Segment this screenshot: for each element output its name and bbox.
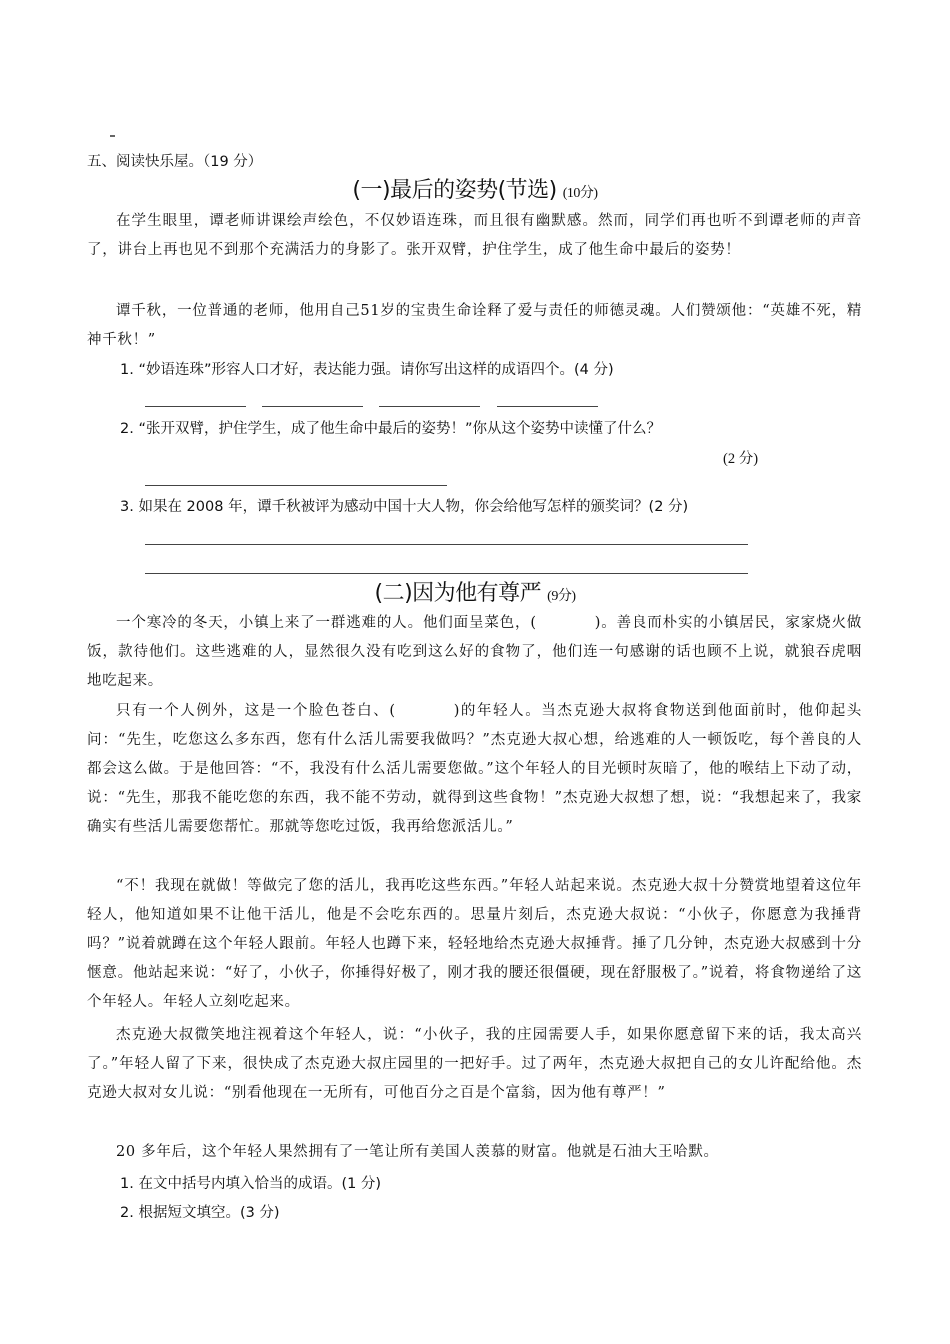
passage1-question-1: 1. “妙语连珠”形容人口才好，表达能力强。请你写出这样的成语四个。(4 分) (120, 362, 614, 378)
passage2-paragraph-2-before: 只有一个人例外，这是一个脸色苍白、( (116, 703, 396, 719)
answer-blank-1-4[interactable] (497, 406, 598, 407)
answer-blank-3-1[interactable] (145, 544, 748, 545)
passage2-paragraph-4: 杰克逊大叔微笑地注视着这个年轻人，说：“小伙子，我的庄园需要人手，如果你愿意留下来的话，我太高兴了。”年轻人留了下来，很快成了杰克逊大叔庄园里的一把好手。过了两年，杰克逊大叔把自己的女儿许配给他。杰克逊大叔对女儿说：“别看他现在一无所有，可他百分之百是个富翁，因为他有尊严！” (87, 1027, 862, 1101)
passage1-question-2: 2. “张开双臂，护住学生，成了他生命中最后的姿势！”你从这个姿势中读懂了什么？ (120, 421, 661, 437)
section-heading: 五、阅读快乐屋。（19 分） (87, 154, 263, 170)
passage1-paragraph-2: 谭千秋，一位普通的老师，他用自己51岁的宝贵生命诠释了爱与责任的师德灵魂。人们赞颂他：“英雄不死，精神千秋！” (87, 303, 862, 348)
passage2-question-1: 1. 在文中括号内填入恰当的成语。(1 分) (120, 1176, 382, 1192)
passage2-title (0, 576, 950, 607)
passage1-question-3: 3. 如果在 2008 年，谭千秋被评为感动中国十大人物，你会给他写怎样的颁奖词？(2 分) (120, 499, 689, 515)
answer-blank-1-1[interactable] (145, 406, 246, 407)
answer-blank-1-3[interactable] (379, 406, 480, 407)
passage1-question-2-points: (2 分) (723, 451, 759, 467)
passage1-points: (10分) (562, 186, 598, 201)
passage1-title-text: (一)最后的姿势(节选) (352, 178, 557, 203)
passage2-paragraph-1-before: 一个寒冷的冬天，小镇上来了一群逃难的人。他们面呈菜色，( (116, 615, 537, 631)
passage2-question-2: 2. 根据短文填空。(3 分) (120, 1205, 280, 1221)
stray-mark (110, 135, 115, 137)
passage2-points: (9分) (547, 589, 576, 604)
answer-blank-1-2[interactable] (262, 406, 363, 407)
passage1-paragraph-1: 在学生眼里，谭老师讲课绘声绘色，不仅妙语连珠，而且很有幽默感。然而，同学们再也听不到谭老师的声音了，讲台上再也见不到那个充满活力的身影了。张开双臂，护住学生，成了他生命中最后的姿势！ (87, 213, 862, 258)
passage2-title-text: (二)因为他有尊严 (374, 581, 542, 606)
passage2-paragraph-1 (87, 609, 862, 696)
passage2-paragraph-3: “不！我现在就做！等做完了您的活儿，我再吃这些东西。”年轻人站起来说。杰克逊大叔十分赞赏地望着这位年轻人，他知道如果不让他干活儿，他是不会吃东西的。思量片刻后，杰克逊大叔说：“小伙子，你愿意为我捶背吗？”说着就蹲在这个年轻人跟前。年轻人也蹲下来，轻轻地给杰克逊大叔捶背。捶了几分钟，杰克逊大叔感到十分惬意。他站起来说：“好了，小伙子，你捶得好极了，刚才我的腰还很僵硬，现在舒服极了。”说着，将食物递给了这个年轻人。年轻人立刻吃起来。 (87, 878, 862, 1010)
answer-blank-2[interactable] (145, 485, 447, 486)
passage2-paragraph-5: 20 多年后，这个年轻人果然拥有了一笔让所有美国人羡慕的财富。他就是石油大王哈默。 (116, 1144, 719, 1160)
passage2-paragraph-1-after: )。善良而朴实的小镇居民，家家烧火做饭，款待他们。这些逃难的人，显然很久没有吃到这么好的食物了，他们连一句感谢的话也顾不上说，就狼吞虎咽地吃起来。 (87, 615, 862, 689)
passage1-title (0, 173, 950, 204)
passage2-paragraph-2-after: )的年轻人。当杰克逊大叔将食物送到他面前时，他仰起头问：“先生，吃您这么多东西，您有什么活儿需要我做吗？”杰克逊大叔心想，给逃难的人一顿饭吃，每个善良的人都会这么做。于是他回答：“不，我没有什么活儿需要您做。”这个年轻人的目光顿时灰暗了，他的喉结上下动了动，说：“先生，那我不能吃您的东西，我不能不劳动，就得到这些食物！”杰克逊大叔想了想，说：“我想起来了，我家确实有些活儿需要您帮忙。那就等您吃过饭，我再给您派活儿。” (87, 703, 862, 835)
passage2-paragraph-2 (87, 697, 862, 842)
answer-blank-3-2[interactable] (145, 573, 748, 574)
